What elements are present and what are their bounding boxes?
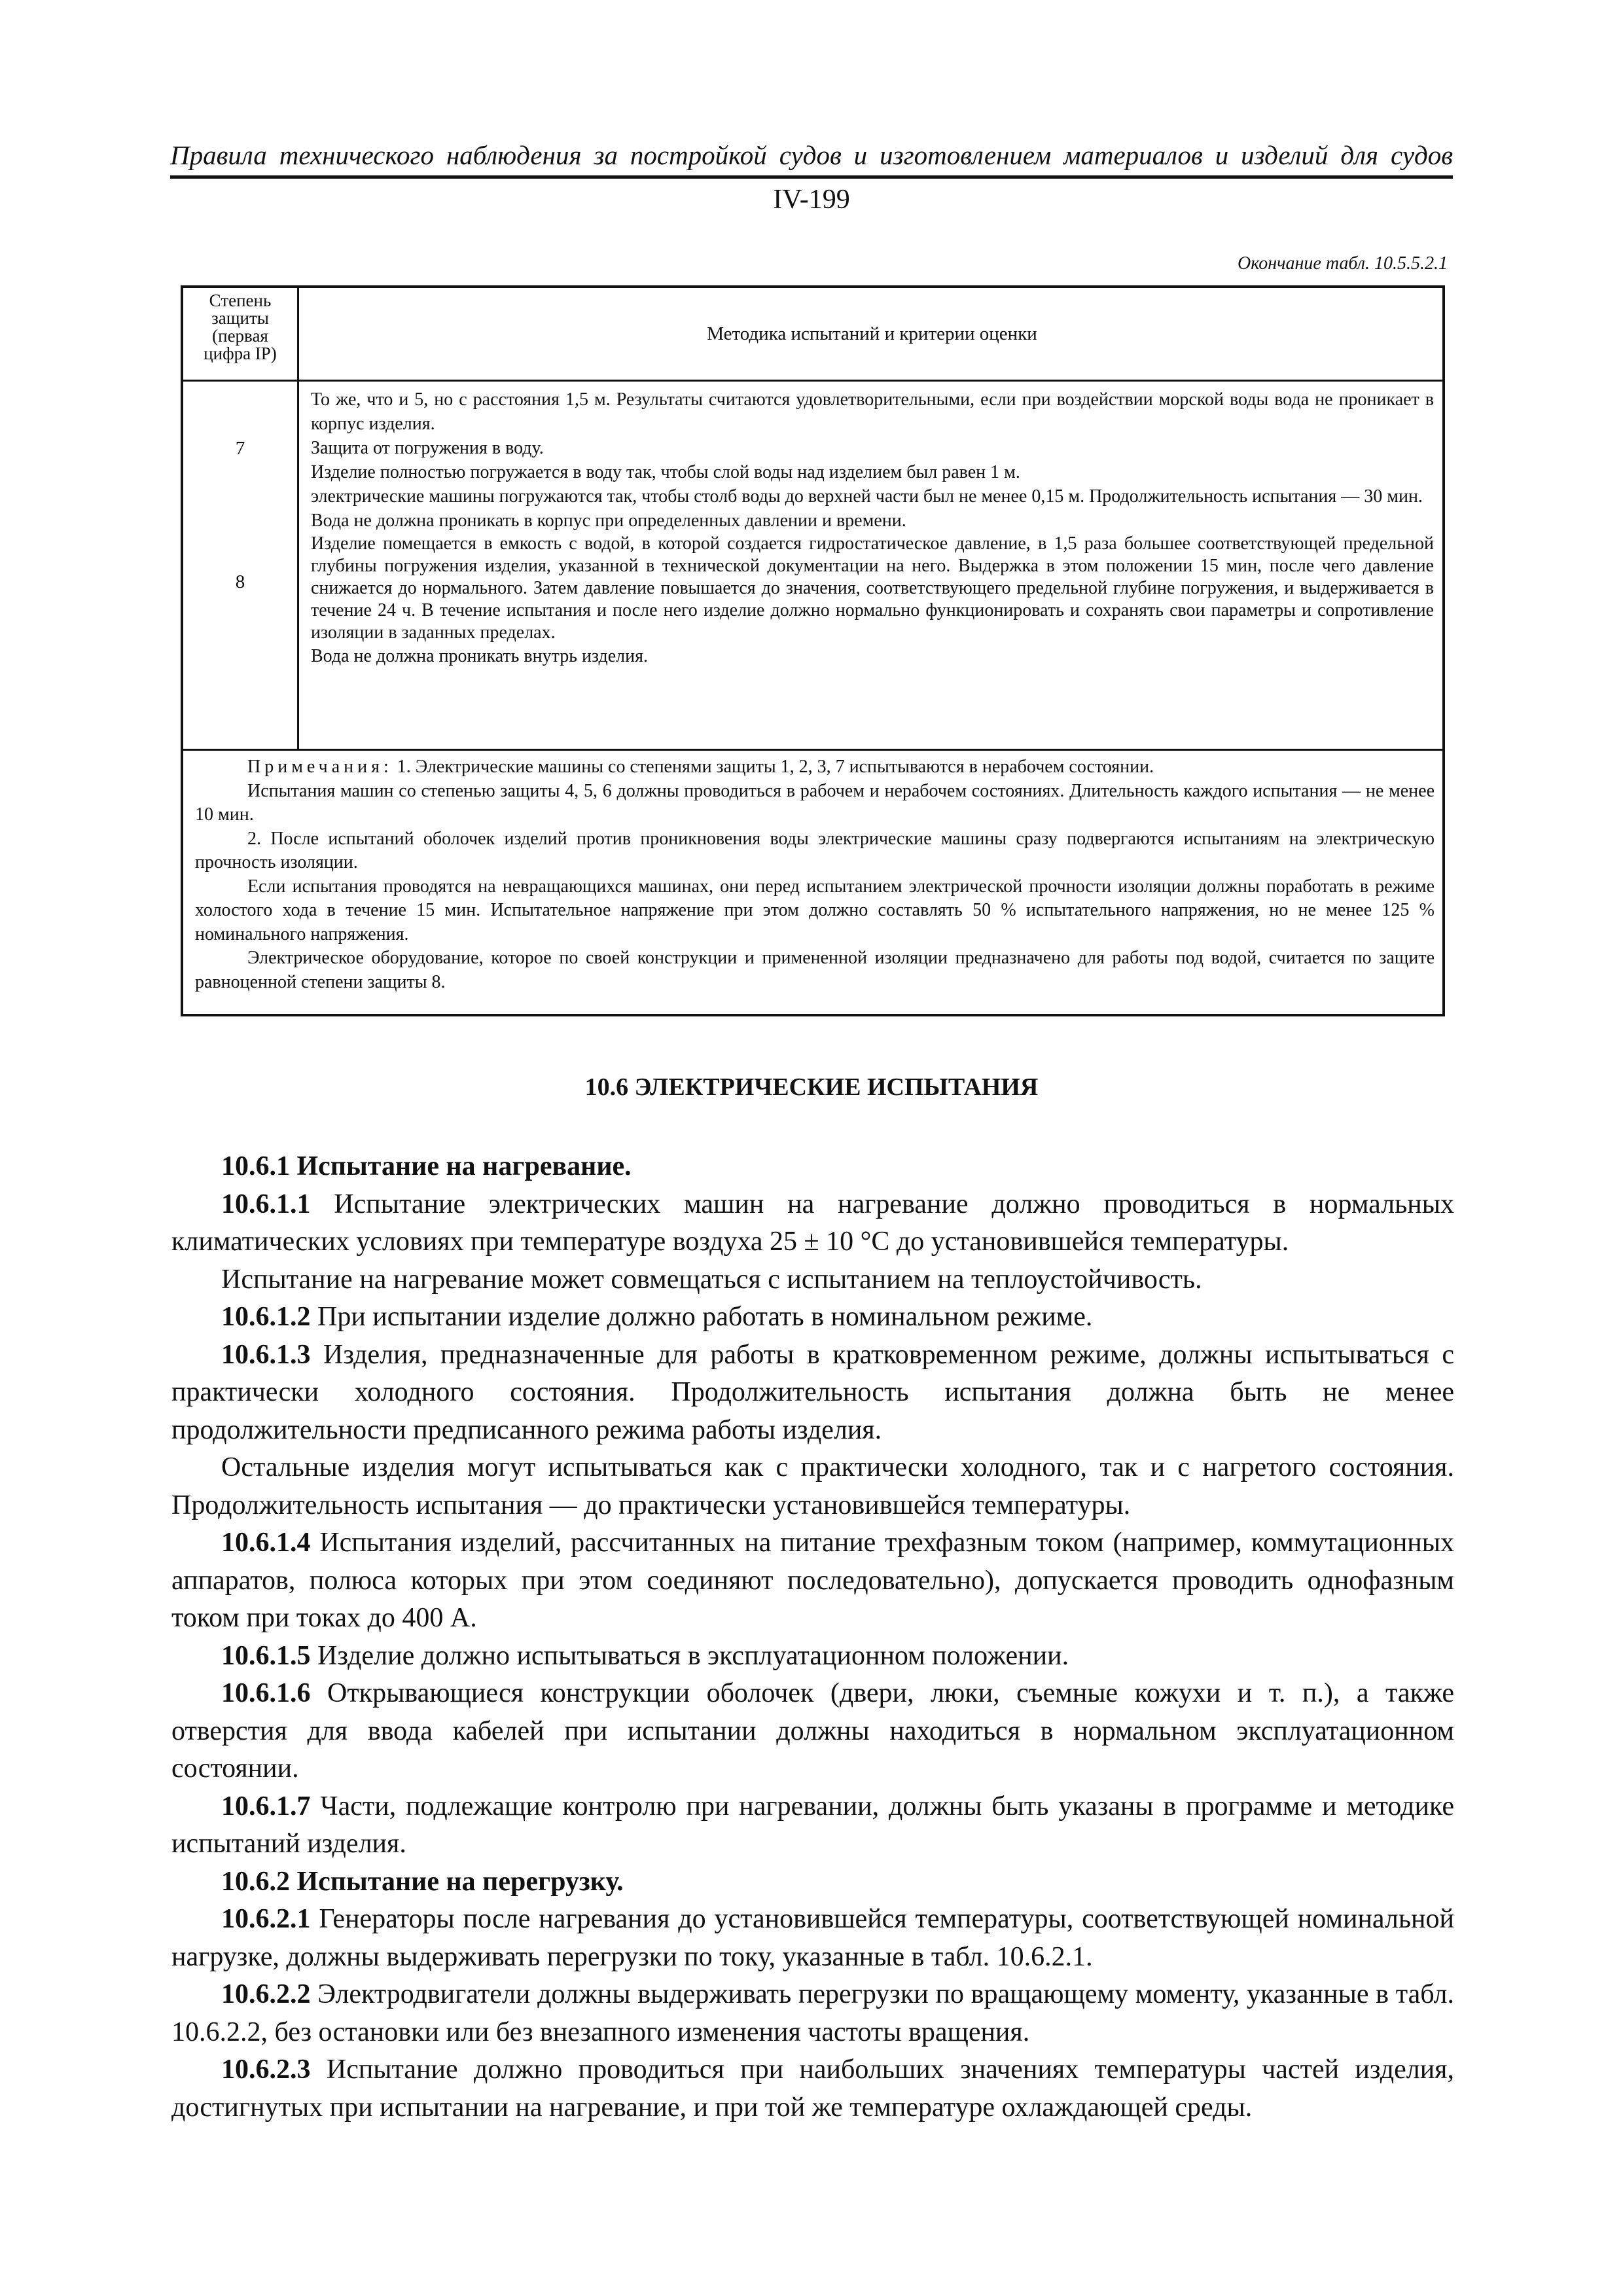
paragraph-text: Изделия, предназначенные для работы в кратковременном режиме, должны испытываться с практически холодного состояния. Продолжительность испытания должна быть не менее продолжительности предписанного режима работы изделия. [171, 1339, 1454, 1445]
header-rule [170, 175, 1453, 179]
method-line: Изделие полностью погружается в воду так, чтобы слой воды над изделием был равен 1 м. [311, 462, 1020, 482]
paragraph-number: 10.6.2.3 [221, 2054, 311, 2085]
method-line: электрические машины погружаются так, чтобы столб воды до верхней части был не менее 0,15 м. Продолжительность испытания — 30 мин. [311, 486, 1423, 507]
paragraph [171, 1299, 1454, 1336]
method-line: Изделие помещается в емкость с водой, в которой создается гидростатическое давление, в 1,5 раза большее соответствующей предельной глубины погружения изделия, указанной в технической документации на него. Выдержка в этом положении 15 мин, после чего давление снижается до нормального. Затем давление повышается до значения, соответствующего предельной глубине погружения, и выдерживается в течение 24 ч. В течение испытания и после него изделие должно нормально функционировать и сохранять свои параметры и сопротивление изоляции в заданных пределах. [311, 533, 1434, 643]
paragraph-number: 10.6.2.2 [221, 1979, 311, 2009]
paragraph [171, 1524, 1454, 1638]
paragraph [171, 1788, 1454, 1863]
paragraph [171, 1901, 1454, 1976]
paragraph-text: Испытания изделий, рассчитанных на питание трехфазным током (например, коммутационных аппаратов, полюса которых при этом соединяют последовательно), допускается проводить однофазным током при токах до 400 А. [171, 1528, 1454, 1633]
paragraph-number: 10.6.1.7 [221, 1791, 311, 1821]
note-line: Если испытания проводятся на невращающихся машинах, они перед испытанием электрической прочности изоляции должны поработать в режиме холостого хода в течение 15 мин. Испытательное напряжение при этом должно составлять 50 % испытательного напряжения, но не менее 125 % номинального напряжения. [195, 876, 1435, 944]
degree-cell: 7 [235, 438, 245, 459]
column-header-line: защиты [211, 308, 269, 328]
paragraph [171, 1186, 1454, 1261]
notes-divider [183, 749, 1442, 751]
paragraph-number: 10.6.1.4 [221, 1528, 311, 1558]
note-line: Электрическое оборудование, которое по своей конструкции и примененной изоляции предназначено для работы под водой, считается по защите равноценной степени защиты 8. [195, 948, 1435, 992]
paragraph [171, 1863, 1454, 1901]
paragraph-number: 10.6.1.6 [221, 1678, 311, 1708]
paragraph-text: Генераторы после нагревания до установившейся температуры, соответствующей номинальной нагрузке, должны выдерживать перегрузки по току, указанные в табл. 10.6.2.1. [171, 1904, 1454, 1972]
paragraph-number: 10.6.1.3 [221, 1339, 311, 1370]
paragraph-text: Открывающиеся конструкции оболочек (двери, люки, съемные кожухи и т. п.), а также отверстия для ввода кабелей при испытании должны находиться в нормальном эксплуатационном состоянии. [171, 1678, 1454, 1784]
section-body [171, 1148, 1454, 2126]
method-line: То же, что и 5, но с расстояния 1,5 м. Результаты считаются удовлетворительными, если при воздействии морской воды вода не проникает в корпус изделия. [311, 389, 1434, 434]
column-header-line: цифра IP) [204, 344, 277, 363]
note-line [195, 755, 1435, 780]
paragraph [171, 1336, 1454, 1450]
paragraph-text: Остальные изделия могут испытываться как с практически холодного, так и с нагретого состояния. Продолжительность испытания — до практически установившейся температуры. [171, 1452, 1454, 1520]
table-caption: Окончание табл. 10.5.5.2.1 [1238, 253, 1448, 274]
paragraph-text: Изделие должно испытываться в эксплуатационном положении. [310, 1640, 1069, 1671]
paragraph-number: 10.6.1.2 [221, 1302, 311, 1332]
paragraph-text: При испытании изделие должно работать в номинальном режиме. [310, 1302, 1093, 1332]
header-divider [183, 380, 1442, 382]
paragraph-number: 10.6.2.1 [221, 1904, 311, 1934]
paragraph [171, 1449, 1454, 1524]
method-line: Вода не должна проникать внутрь изделия. [311, 646, 649, 666]
paragraph-number: 10.6.1.1 [221, 1189, 311, 1219]
note-line: Испытания машин со степенью защиты 4, 5, 6 должны проводиться в рабочем и нерабочем состояниях. Длительность каждого испытания — не менее 10 мин. [195, 780, 1435, 825]
column-header-degree [183, 289, 297, 380]
column-header-line: Степень [209, 291, 272, 310]
paragraph-text: Испытание электрических машин на нагревание должно проводиться в нормальных климатических условиях при температуре воздуха 25 ± 10 °С до установившейся температуры. [171, 1189, 1454, 1257]
degree-cell: 8 [235, 571, 245, 592]
note-text: 1. Электрические машины со степенями защиты 1, 2, 3, 7 испытываются в нерабочем состоянии. [397, 757, 1154, 777]
running-header: Правила технического наблюдения за постройкой судов и изготовлением материалов и изделий для судов [170, 140, 1453, 170]
paragraph [171, 1261, 1454, 1299]
section-heading: 10.6 ЭЛЕКТРИЧЕСКИЕ ИСПЫТАНИЯ [584, 1073, 1039, 1101]
paragraph [171, 2051, 1454, 2126]
notes-label: Примечания: [247, 757, 393, 777]
method-line: Вода не должна проникать в корпус при определенных давлении и времени. [311, 511, 906, 531]
method-line: Защита от погружения в воду. [311, 438, 544, 458]
page-number: IV-199 [773, 185, 850, 215]
table-notes [195, 755, 1435, 994]
method-cell [311, 387, 1434, 668]
paragraph-text: Части, подлежащие контролю при нагревании, должны быть указаны в программе и методике испытаний изделия. [171, 1791, 1454, 1859]
paragraph [171, 1675, 1454, 1788]
paragraph-number: 10.6.1.5 [221, 1640, 311, 1671]
paragraph [171, 1976, 1454, 2051]
column-header-line: (первая [212, 326, 268, 346]
paragraph-text: Электродвигатели должны выдерживать перегрузки по вращающему моменту, указанные в табл. 10.6.2.2, без остановки или без внезапного изменения частоты вращения. [171, 1979, 1454, 2047]
paragraph-number: 10.6.2 Испытание на перегрузку. [221, 1866, 624, 1897]
column-header-method: Методика испытаний и критерии оценки [707, 323, 1037, 344]
paragraph [171, 1638, 1454, 1676]
paragraph-number: 10.6.1 Испытание на нагревание. [221, 1151, 632, 1181]
paragraph [171, 1148, 1454, 1186]
note-line: 2. После испытаний оболочек изделий против проникновения воды электрические машины сразу подвергаются испытаниям на электрическую прочность изоляции. [195, 828, 1435, 872]
paragraph-text: Испытание должно проводиться при наибольших значениях температуры частей изделия, достигнутых при испытании на нагревание, и при той же температуре охлаждающей среды. [171, 2054, 1454, 2123]
test-methods-table [181, 285, 1445, 1016]
paragraph-text: Испытание на нагревание может совмещаться с испытанием на теплоустойчивость. [221, 1264, 1202, 1295]
